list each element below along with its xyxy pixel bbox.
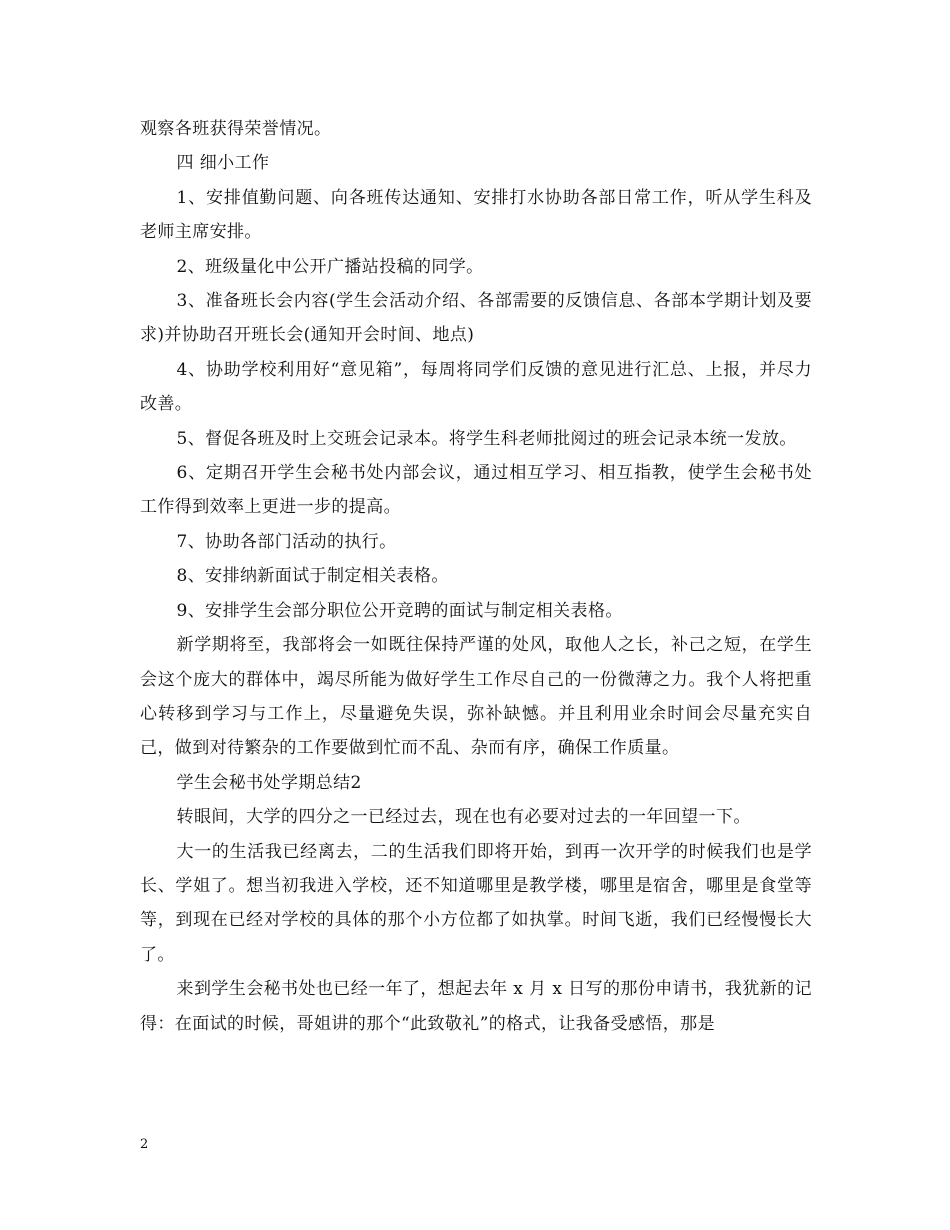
paragraph: 来到学生会秘书处也已经一年了，想起去年 x 月 x 日写的那份申请书，我犹新的记得：在面试的时候，哥姐讲的那个“此致敬礼”的格式，让我备受感悟，那是 [140, 979, 812, 1034]
document-body [140, 112, 812, 1041]
list-item: 7、协助各部门活动的执行。 [176, 531, 397, 552]
paragraph: 观察各班获得荣誉情况。 [140, 119, 332, 139]
list-item: 4、协助学校利用好“意见箱”，每周将同学们反馈的意见进行汇总、上报，并尽力改善。 [140, 359, 812, 415]
list-item: 6、定期召开学生会秘书处内部会议，通过相互学习、相互指教，使学生会秘书处工作得到效率上更进一步的提高。 [140, 463, 812, 518]
list-item: 3、准备班长会内容(学生会活动介绍、各部需要的反馈信息、各部本学期计划及要求)并协助召开班长会(通知开会时间、地点) [140, 291, 812, 346]
list-item: 5、督促各班及时上交班会记录本。将学生科老师批阅过的班会记录本统一发放。 [176, 428, 797, 449]
paragraph: 转眼间，大学的四分之一已经过去，现在也有必要对过去的一年回望一下。 [176, 807, 751, 828]
page-number: 2 [140, 1137, 149, 1152]
list-item: 8、安排纳新面试于制定相关表格。 [176, 566, 449, 587]
list-item: 9、安排学生会部分职位公开竞聘的面试与制定相关表格。 [176, 600, 623, 621]
section-title: 学生会秘书处学期总结2 [176, 772, 362, 793]
list-item: 2、班级量化中公开广播站投稿的同学。 [176, 256, 484, 277]
paragraph: 大一的生活我已经离去，二的生活我们即将开始，到再一次开学的时候我们也是学长、学姐了。想当初我进入学校，还不知道哪里是教学楼，哪里是宿舍，哪里是食堂等等，到现在已经对学校的具体的那个小方位都了如执掌。时间飞逝，我们已经慢慢长大了。 [140, 841, 812, 965]
list-item: 1、安排值勤问题、向各班传达通知、安排打水协助各部日常工作，听从学生科及老师主席安排。 [140, 187, 812, 243]
section-heading: 四 细小工作 [176, 153, 270, 174]
paragraph: 新学期将至，我部将会一如既往保持严谨的处风，取他人之长，补己之短，在学生会这个庞大的群体中，竭尽所能为做好学生工作尽自己的一份微薄之力。我个人将把重心转移到学习与工作上，尽量避免失误，弥补缺憾。并且利用业余时间会尽量充实自己，做到对待繁杂的工作要做到忙而不乱、杂而有序，确保工作质量。 [140, 635, 812, 759]
